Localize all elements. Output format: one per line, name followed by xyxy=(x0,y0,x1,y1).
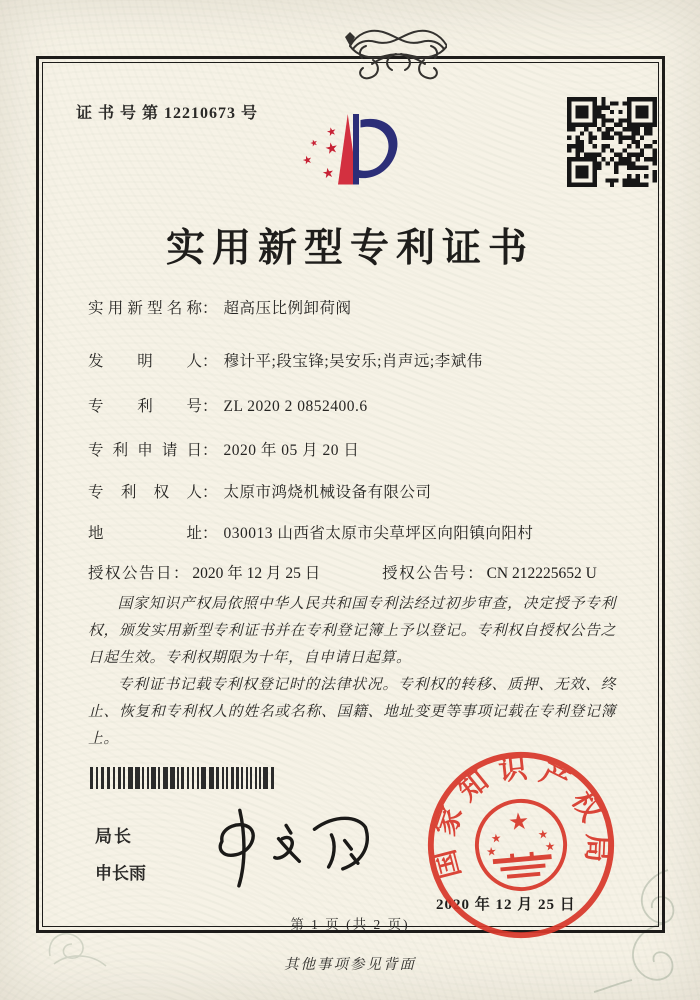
svg-text:★: ★ xyxy=(544,839,556,854)
field-label: 地址 xyxy=(88,525,202,542)
svg-text:★: ★ xyxy=(325,125,339,140)
grant-date-part xyxy=(88,565,324,582)
field-value: ZL 2020 2 0852400.6 xyxy=(223,398,368,415)
grant-number-label: 授权公告号 xyxy=(382,565,468,582)
cnipa-logo xyxy=(290,94,410,206)
field-colon: ： xyxy=(202,353,218,370)
field-row-address xyxy=(88,521,533,543)
legal-text xyxy=(88,591,616,753)
certificate-number: 证 书 号 第 12210673 号 xyxy=(76,105,259,122)
national-emblem xyxy=(473,797,569,893)
field-colon: ： xyxy=(202,442,218,459)
barcode xyxy=(90,767,276,789)
svg-text:★: ★ xyxy=(490,831,503,846)
svg-text:★: ★ xyxy=(320,164,336,182)
director-title: 局长 xyxy=(95,827,133,846)
field-label: 专利申请日 xyxy=(88,442,202,459)
legal-paragraph-2: 专利证书记载专利权登记时的法律状况。专利权的转移、质押、无效、终止、恢复和专利权人的姓名或名称、国籍、地址变更等事项记载在专利登记簿上。 xyxy=(88,677,616,748)
grant-date-value: 2020 年 12 月 25 日 xyxy=(192,565,321,582)
field-value: 030013 山西省太原市尖草坪区向阳镇向阳村 xyxy=(223,525,534,542)
field-colon: ： xyxy=(467,565,483,582)
field-row-application-date xyxy=(88,438,359,460)
field-label: 发明人 xyxy=(88,353,202,370)
field-colon: ： xyxy=(202,300,218,317)
field-row-patent-number xyxy=(88,394,368,416)
grant-row xyxy=(88,561,597,583)
director-name: 申长雨 xyxy=(95,864,146,883)
svg-text:★: ★ xyxy=(308,136,320,149)
qr-code xyxy=(567,97,657,187)
seal-text: 国家知识产权局 xyxy=(429,753,613,882)
certificate-title: 实用新型专利证书 xyxy=(165,227,534,270)
field-value: 穆计平;段宝锋;吴安乐;肖声远;李斌伟 xyxy=(223,353,483,370)
field-value: 太原市鸿烧机械设备有限公司 xyxy=(223,484,432,501)
grant-number-value: CN 212225652 U xyxy=(486,565,597,582)
handwritten-signature xyxy=(203,800,373,900)
svg-text:★: ★ xyxy=(301,153,315,168)
svg-text:★: ★ xyxy=(323,139,340,159)
field-label: 专利号 xyxy=(88,398,202,415)
field-colon: ： xyxy=(173,565,189,582)
svg-text:★: ★ xyxy=(507,808,531,837)
field-row-inventors xyxy=(88,349,483,371)
grant-date-label: 授权公告日 xyxy=(88,565,174,582)
grant-number-part xyxy=(382,565,597,582)
field-colon: ： xyxy=(202,398,218,415)
svg-text:★: ★ xyxy=(485,845,498,859)
field-row-patentee xyxy=(88,480,432,502)
page-number: 第 1 页 (共 2 页) xyxy=(290,917,410,932)
field-label: 实用新型名称 xyxy=(88,300,202,317)
field-row-name xyxy=(88,296,352,318)
legal-paragraph-1: 国家知识产权局依照中华人民共和国专利法经过初步审查，决定授予专利权，颁发实用新型专利证书并在专利登记簿上予以登记。专利权自授权公告之日起生效。专利权期限为十年，自申请日起算。 xyxy=(88,596,616,667)
field-label: 专利权人 xyxy=(88,484,202,501)
svg-text:★: ★ xyxy=(537,827,549,842)
field-value: 超高压比例卸荷阀 xyxy=(223,300,352,317)
seal-date: 2020 年 12 月 25 日 xyxy=(436,897,576,913)
official-seal xyxy=(415,739,627,951)
signature-block xyxy=(95,822,146,884)
top-flourish-ornament xyxy=(253,16,447,90)
back-side-note: 其他事项参见背面 xyxy=(284,957,416,973)
field-value: 2020 年 05 月 20 日 xyxy=(223,442,360,459)
field-colon: ： xyxy=(202,484,218,501)
field-colon: ： xyxy=(202,525,218,542)
